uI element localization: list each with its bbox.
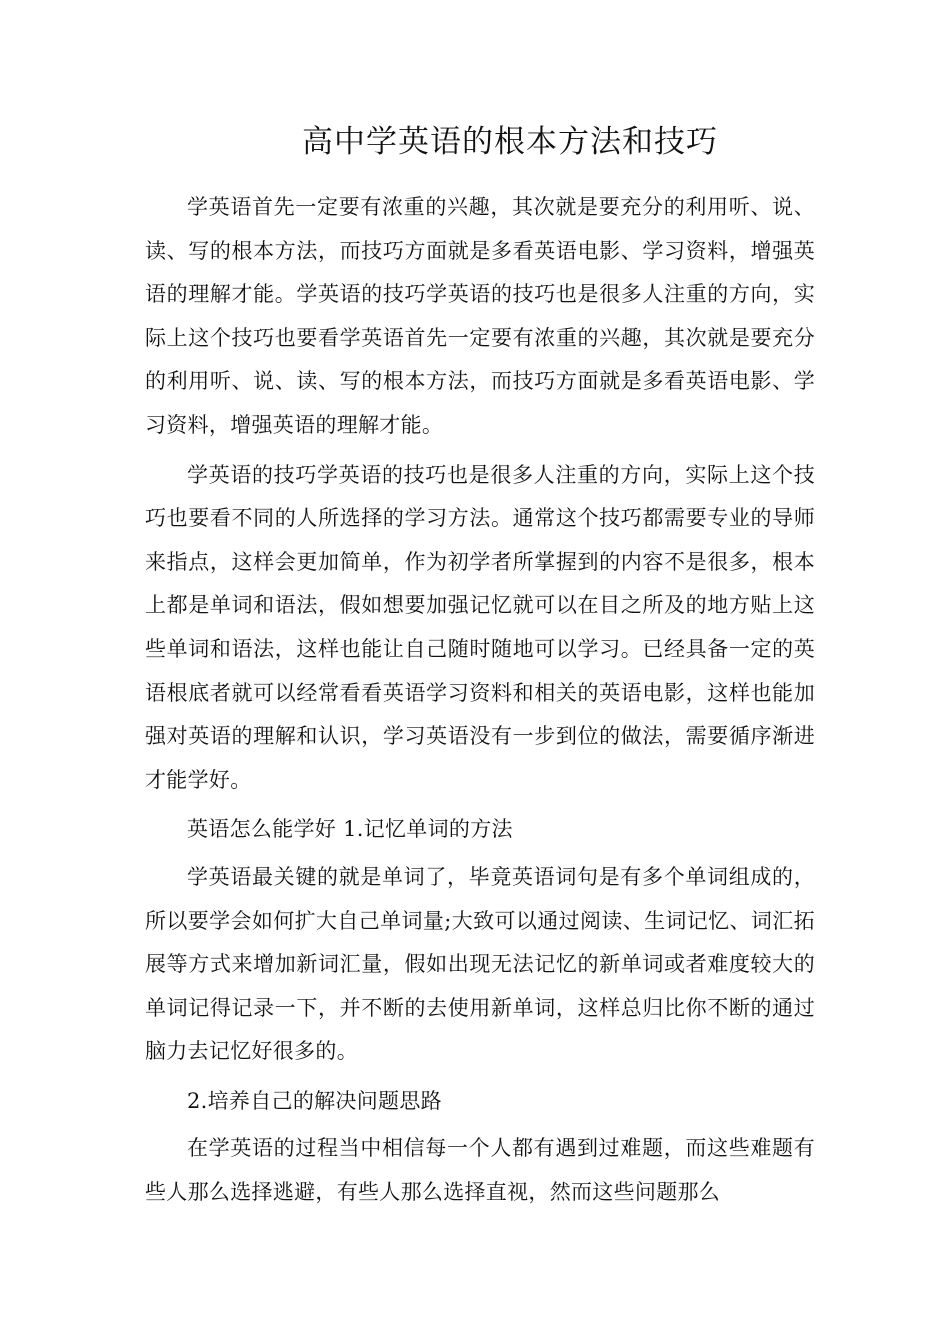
document-title: 高中学英语的根本方法和技巧 (302, 124, 718, 160)
paragraph-difficulties: 在学英语的过程当中相信每一个人都有遇到过难题，而这些难题有些人那么选择逃避，有些人那么选择直视，然而这些问题那么 (145, 1136, 815, 1205)
paragraph-techniques: 学英语的技巧学英语的技巧也是很多人注重的方向，实际上这个技巧也要看不同的人所选择的学习方法。通常这个技巧都需要专业的导师来指点，这样会更加简单，作为初学者所掌握到的内容不是很多，根本上都是单词和语法，假如想要加强记忆就可以在目之所及的地方贴上这些单词和语法，这样也能让自己随时随地可以学习。已经具备一定的英语根底者就可以经常看看英语学习资料和相关的英语电影，这样也能加强对英语的理解和认识，学习英语没有一步到位的做法，需要循序渐进才能学好。 (145, 462, 815, 792)
section-heading-memorize-words: 英语怎么能学好 1.记忆单词的方法 (187, 817, 513, 842)
section-heading-problem-solving: 2.培养自己的解决问题思路 (187, 1088, 442, 1113)
paragraph-vocabulary: 学英语最关键的就是单词了，毕竟英语词句是有多个单词组成的，所以要学会如何扩大自己单词量;大致可以通过阅读、生词记忆、词汇拓展等方式来增加新词汇量，假如出现无法记忆的新单词或者难度较大的单词记得记录一下，并不断的去使用新单词，这样总归比你不断的通过脑力去记忆好很多的。 (145, 864, 815, 1064)
document-body (145, 186, 815, 1221)
paragraph-intro: 学英语首先一定要有浓重的兴趣，其次就是要充分的利用听、说、读、写的根本方法，而技巧方面就是多看英语电影、学习资料，增强英语的理解才能。学英语的技巧学英语的技巧也是很多人注重的方向，实际上这个技巧也要看学英语首先一定要有浓重的兴趣，其次就是要充分的利用听、说、读、写的根本方法，而技巧方面就是多看英语电影、学习资料，增强英语的理解才能。 (145, 195, 815, 437)
